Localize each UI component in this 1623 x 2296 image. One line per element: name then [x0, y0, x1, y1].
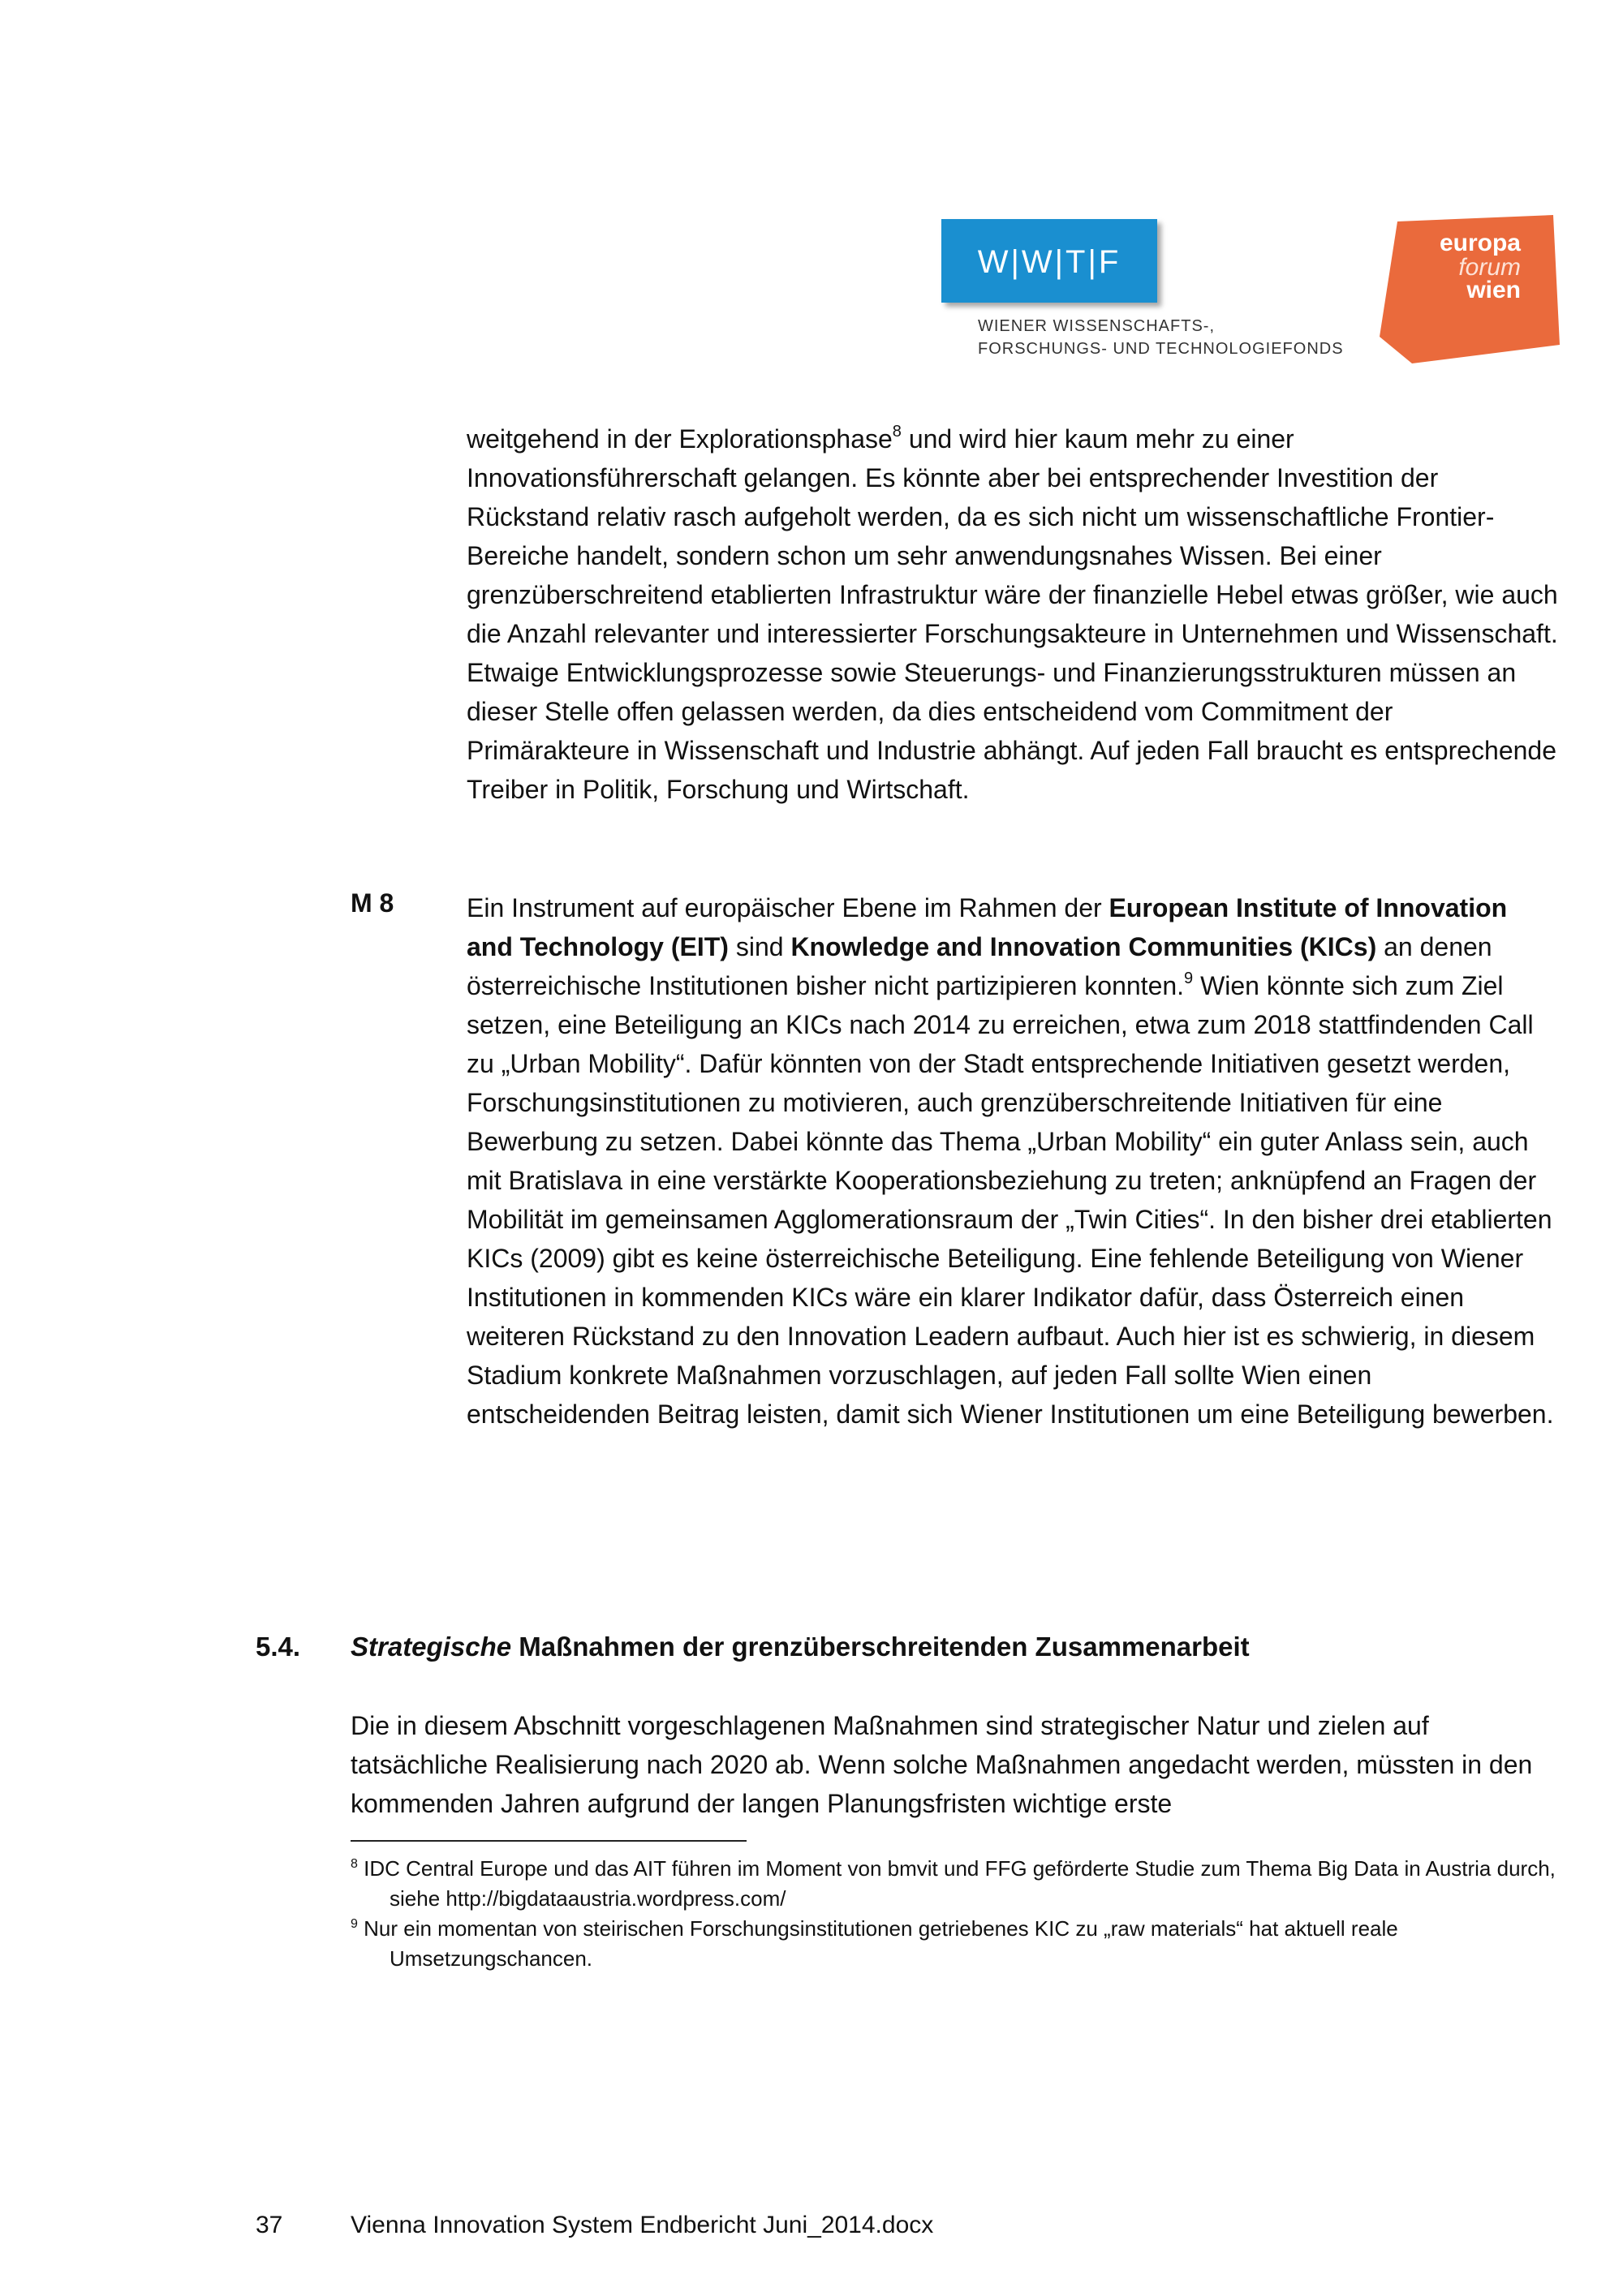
- paragraph-text: Wien könnte sich zum Ziel setzen, eine Beteiligung an KICs nach 2014 zu erreichen, etwa zum 2018 stattfindenden Call zu „Urban Mobility“. Dafür könnten von der Stadt entsprechende Initiativen gesetzt werden, Forschungsinstitutionen zu motivieren, auch grenzüberschreitende Initiativen für eine Bewerbung zu setzen. Dabei könnte das Thema „Urban Mobility“ ein guter Anlass sein, auch mit Bratislava in eine verstärkte Kooperationsbeziehung zu treten; anknüpfend an Fragen der Mobilität im gemeinsamen Agglomerationsraum der „Twin Cities“. In den bisher drei etablierten KICs (2009) gibt es keine österreichische Beteiligung. Eine fehlende Beteiligung von Wiener Institutionen in kommenden KICs wäre ein klarer Indikator dafür, dass Österreich einen weiteren Rückstand zu den Innovation Leadern aufbaut. Auch hier ist es schwierig, in diesem Stadium konkrete Maßnahmen vorzuschlagen, auf jeden Fall sollte Wien einen entscheidenden Beitrag leisten, damit sich Wiener Institutionen um eine Beteiligung bewerben.: [467, 971, 1554, 1429]
- paragraph-text: sind: [728, 932, 791, 961]
- page-number: 37: [256, 2212, 283, 2238]
- section-heading: [351, 1632, 1250, 1662]
- wwtf-subtitle: [978, 315, 1400, 360]
- measure-label-m8: M 8: [351, 888, 394, 918]
- section-heading-italic: Strategische: [351, 1632, 512, 1662]
- section-heading-text: Maßnahmen der grenzüberschreitenden Zusammenarbeit: [511, 1632, 1250, 1662]
- wwtf-subtitle-line1: WIENER WISSENSCHAFTS-,: [978, 317, 1216, 335]
- paragraph-text: weitgehend in der Explorationsphase: [467, 424, 893, 454]
- paragraph-section-intro: Die in diesem Abschnitt vorgeschlagenen Maßnahmen sind strategischer Natur und zielen auf tatsächliche Realisierung nach 2020 ab. Wenn solche Maßnahmen angedacht werden, müssten in den kommenden Jahren aufgrund der langen Planungsfristen wichtige erste: [351, 1711, 1533, 1818]
- paragraph-text: und wird hier kaum mehr zu einer Innovationsführerschaft gelangen. Es könnte aber bei entsprechender Investition der Rückstand relativ rasch aufgeholt werden, da es sich nicht um wissenschaftliche Frontier-Bereiche handelt, sondern schon um sehr anwendungsnahes Wissen. Bei einer grenzüberschreitend etablierten Infrastruktur wäre der finanzielle Hebel etwas größer, wie auch die Anzahl relevanter und interessierter Forschungsakteure in Unternehmen und Wissenschaft. Etwaige Entwicklungsprozesse sowie Steuerungs- und Finanzierungsstrukturen müssen an dieser Stelle offen gelassen werden, da dies entscheidend vom Commitment der Primärakteure in Wissenschaft und Industrie abhängt. Auf jeden Fall braucht es entsprechende Treiber in Politik, Forschung und Wirtschaft.: [467, 424, 1558, 804]
- footnote-9: [351, 1914, 1597, 1974]
- footnote-ref-9[interactable]: 9: [1184, 970, 1194, 987]
- paragraph-text: an denen österreichische Institutionen bisher nicht partizipieren konnten.: [467, 932, 1492, 1000]
- footnote-text: IDC Central Europe und das AIT führen im Moment von bmvit und FFG geförderte Studie zum Thema Big Data in Austria durch, siehe http://bigdataaustria.wordpress.com/: [357, 1856, 1556, 1911]
- footer-document-name: Vienna Innovation System Endbericht Juni_2014.docx: [351, 2212, 934, 2238]
- paragraph-exploration: [467, 419, 1558, 809]
- bold-term-kics: Knowledge and Innovation Communities (KICs): [790, 932, 1377, 961]
- footnote-number: 9: [351, 1917, 358, 1931]
- paragraph-text: Ein Instrument auf europäischer Ebene im Rahmen der: [467, 893, 1109, 922]
- section-number: 5.4.: [256, 1632, 301, 1662]
- paragraph-m8: [467, 888, 1558, 1434]
- wwtf-subtitle-line2: FORSCHUNGS- UND TECHNOLOGIEFONDS: [978, 340, 1344, 358]
- footnote-number: 8: [351, 1857, 358, 1871]
- footnote-8: [351, 1854, 1597, 1914]
- footnote-ref-8[interactable]: 8: [892, 423, 902, 441]
- wwtf-logo-graphic: [941, 219, 1157, 303]
- bold-term-eit: European Institute of Innovation and Technology (EIT): [467, 893, 1508, 961]
- footnote-separator: [351, 1840, 747, 1842]
- wwtf-logo-text: W|W|T|F: [977, 244, 1121, 280]
- efw-line2: forum: [1458, 254, 1521, 281]
- wwtf-logo: [941, 219, 1157, 303]
- footnote-text: Nur ein momentan von steirischen Forschungsinstitutionen getriebenes KIC zu „raw materials“ hat aktuell reale Umsetzungschancen.: [357, 1916, 1398, 1971]
- efw-line3: wien: [1466, 277, 1521, 303]
- efw-line1: europa: [1439, 230, 1521, 256]
- europa-forum-wien-logo: [1380, 215, 1560, 363]
